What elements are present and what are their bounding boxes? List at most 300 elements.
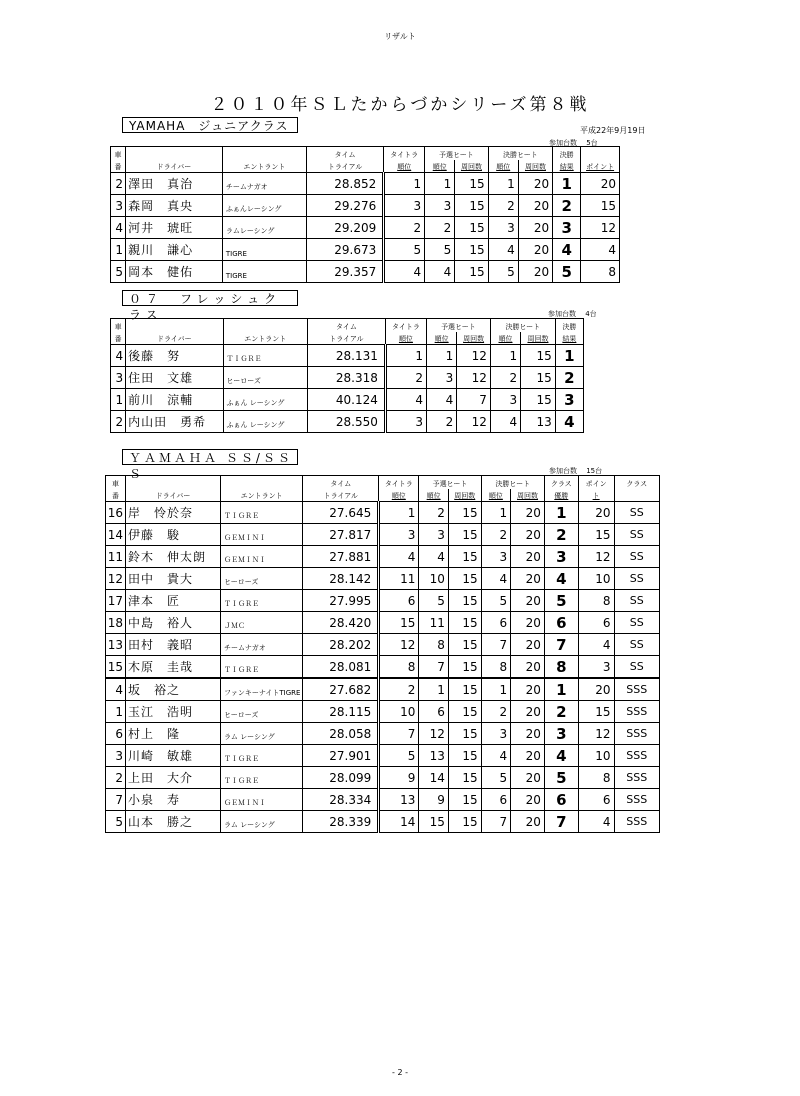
final-result: 4 <box>544 745 578 767</box>
driver-name: 坂 裕之 <box>126 678 221 701</box>
heat-position: 4 <box>427 389 457 411</box>
final-position: 4 <box>488 239 518 261</box>
final-result: 7 <box>544 811 578 833</box>
car-number: 2 <box>111 173 126 195</box>
heat-laps: 15 <box>455 261 488 283</box>
points: 15 <box>578 524 614 546</box>
time-trial-rank: 1 <box>379 502 419 524</box>
final-position: 6 <box>481 789 511 811</box>
heat-laps: 15 <box>448 701 481 723</box>
header-heat: 予選ヒート <box>425 147 488 161</box>
heat-position: 15 <box>419 811 449 833</box>
car-number: 3 <box>111 367 126 389</box>
final-result: 5 <box>544 590 578 612</box>
time-trial-rank: 1 <box>384 173 425 195</box>
heat-laps: 12 <box>457 411 491 433</box>
car-number: 14 <box>106 524 126 546</box>
time-trial-rank: 2 <box>379 678 419 701</box>
car-number: 13 <box>106 634 126 656</box>
final-result: 2 <box>544 524 578 546</box>
points: 12 <box>578 546 614 568</box>
time-trial: 28.318 <box>307 367 385 389</box>
heat-position: 3 <box>425 195 455 217</box>
final-laps: 20 <box>511 678 545 701</box>
final-laps: 15 <box>521 389 556 411</box>
final-laps: 20 <box>518 173 552 195</box>
final-result: 5 <box>544 767 578 789</box>
heat-position: 1 <box>419 678 449 701</box>
heat-position: 5 <box>419 590 449 612</box>
final-position: 7 <box>481 634 511 656</box>
ss-results-table: 車 タイム タイトラ 予選ヒート 決勝ヒート クラス ポイン クラス 番 ドライバー エントラント トライアル 順位 順位 周回数 順位 周回数 優勝 ト 16 岸 怜於奈 ＴＩＧＲＥ 27.645 1 2 15 1 20 1 20 SS 14 伊藤 駿 ＧＥＭＩＮＩ 27.817 3 3 15 2 20 2 15 SS 11 鈴木 伸太朗 ＧＥＭＩＮＩ 27.881 4 4 15 3 20 3 12 SS 12 田中 貴大 ヒーローズ 28.142 11 10 15 4 20 4 10 SS 17 津本 匠 ＴＩＧＲＥ 27.995 6 5 15 5 20 5 8 SS 18 中島 裕人 ＪＭＣ 28.420 15 11 15 6 20 6 6 SS 13 田村 義昭 チームナガオ 28.202 12 8 15 7 20 7 4 SS 15 木原 圭哉 ＴＩＧＲＥ 28.081 8 7 15 8 20 8 3 SS 4 坂 裕之 ファンキーナイトTIGRE 27.682 2 1 15 1 20 1 20 SSS 1 玉江 浩明 ヒーローズ 28.115 10 6 15 2 20 2 15 SSS 6 村上 隆 ラム レーシング 28.058 7 12 15 3 20 3 12 SSS 3 川崎 敏雄 ＴＩＧＲＥ 27.901 5 13 15 4 20 4 10 SSS 2 上田 大介 ＴＩＧＲＥ 28.099 9 14 15 5 20 5 8 SSS 7 小泉 寿 ＧＥＭＩＮＩ 28.334 13 9 15 6 20 6 6 SSS 5 山本 勝之 ラム レーシング 28.339 14 15 15 7 20 7 4 SSS <box>105 475 660 833</box>
time-trial: 28.131 <box>307 345 385 367</box>
time-trial-rank: 1 <box>385 345 426 367</box>
table-row <box>111 261 620 283</box>
time-trial-rank: 13 <box>379 789 419 811</box>
time-trial-rank: 2 <box>384 217 425 239</box>
final-result: 3 <box>544 546 578 568</box>
points: 10 <box>578 568 614 590</box>
time-trial: 28.550 <box>307 411 385 433</box>
header-entrant: エントラント <box>222 160 306 173</box>
table-row <box>111 367 584 389</box>
heat-laps: 15 <box>448 656 481 679</box>
time-trial: 40.124 <box>307 389 385 411</box>
time-trial-rank: 4 <box>385 389 426 411</box>
heat-laps: 15 <box>448 723 481 745</box>
time-trial-rank: 8 <box>379 656 419 679</box>
car-number: 2 <box>106 767 126 789</box>
time-trial: 27.645 <box>303 502 379 524</box>
header-final: 決勝ヒート <box>488 147 553 161</box>
heat-laps: 15 <box>455 239 488 261</box>
class-name: SSS <box>614 701 659 723</box>
time-trial: 29.673 <box>306 239 383 261</box>
final-result: 1 <box>553 173 581 195</box>
final-position: 4 <box>481 568 511 590</box>
heat-laps: 15 <box>448 634 481 656</box>
car-number: 3 <box>111 195 126 217</box>
time-trial-rank: 4 <box>384 261 425 283</box>
class-name: SS <box>614 634 659 656</box>
heat-position: 6 <box>419 701 449 723</box>
table-row <box>106 524 660 546</box>
points: 10 <box>578 745 614 767</box>
points: 8 <box>578 590 614 612</box>
final-position: 1 <box>481 502 511 524</box>
heat-laps: 15 <box>448 612 481 634</box>
points: 12 <box>581 217 620 239</box>
class-name: SSS <box>614 789 659 811</box>
heat-laps: 15 <box>448 502 481 524</box>
junior-class-title: YAMAHA ジュニアクラス <box>122 117 298 133</box>
final-result: 7 <box>544 634 578 656</box>
points: 15 <box>578 701 614 723</box>
page-title: ２０１０年ＳＬたからづかシリーズ第８戦 <box>210 95 590 115</box>
entrant-name: ヒーローズ <box>221 568 303 590</box>
car-number: 1 <box>111 239 126 261</box>
time-trial-rank: 3 <box>385 411 426 433</box>
table-row <box>106 678 660 701</box>
table-row <box>106 811 660 833</box>
final-result: 4 <box>555 411 583 433</box>
time-trial-rank: 6 <box>379 590 419 612</box>
heat-laps: 15 <box>448 590 481 612</box>
time-trial: 28.339 <box>303 811 379 833</box>
table-row <box>106 701 660 723</box>
car-number: 2 <box>111 411 126 433</box>
final-position: 3 <box>481 546 511 568</box>
heat-position: 7 <box>419 656 449 679</box>
heat-position: 1 <box>425 173 455 195</box>
entrant-name: ＴＩＧＲＥ <box>221 745 303 767</box>
car-number: 1 <box>111 389 126 411</box>
table-row <box>106 745 660 767</box>
class-name: SS <box>614 502 659 524</box>
heat-laps: 15 <box>455 217 488 239</box>
time-trial: 29.209 <box>306 217 383 239</box>
final-position: 1 <box>481 678 511 701</box>
driver-name: 中島 裕人 <box>126 612 221 634</box>
final-laps: 20 <box>518 217 552 239</box>
heat-laps: 15 <box>448 568 481 590</box>
entrant-name: ヒーローズ <box>223 367 307 389</box>
time-trial: 28.420 <box>303 612 379 634</box>
time-trial: 27.881 <box>303 546 379 568</box>
points: 4 <box>581 239 620 261</box>
car-number: 3 <box>106 745 126 767</box>
time-trial-rank: 14 <box>379 811 419 833</box>
car-number: 11 <box>106 546 126 568</box>
final-laps: 20 <box>511 502 545 524</box>
driver-name: 住田 文雄 <box>126 367 223 389</box>
entrant-name: チームナガオ <box>221 634 303 656</box>
final-laps: 15 <box>521 367 556 389</box>
time-trial-rank: 3 <box>384 195 425 217</box>
time-trial: 29.357 <box>306 261 383 283</box>
points: 15 <box>581 195 620 217</box>
points: 6 <box>578 789 614 811</box>
time-trial-rank: 2 <box>385 367 426 389</box>
driver-name: 田村 義昭 <box>126 634 221 656</box>
entrant-name: ラム レーシング <box>221 811 303 833</box>
header-tt: タイトラ <box>384 147 425 161</box>
table-row <box>106 568 660 590</box>
heat-position: 3 <box>419 524 449 546</box>
driver-name: 上田 大介 <box>126 767 221 789</box>
class-name: SSS <box>614 678 659 701</box>
entrant-name: ＴＩＧＲＥ <box>221 590 303 612</box>
entrant-name: ＴＩＧＲＥ <box>221 656 303 679</box>
car-number: 1 <box>106 701 126 723</box>
driver-name: 森岡 真央 <box>126 195 223 217</box>
time-trial-rank: 5 <box>384 239 425 261</box>
page-header: リザルト <box>384 32 416 41</box>
time-trial: 28.142 <box>303 568 379 590</box>
header-points: ポイント <box>581 160 620 173</box>
heat-position: 5 <box>425 239 455 261</box>
heat-position: 2 <box>425 217 455 239</box>
heat-laps: 15 <box>448 524 481 546</box>
time-trial-rank: 15 <box>379 612 419 634</box>
final-position: 8 <box>481 656 511 679</box>
heat-position: 1 <box>427 345 457 367</box>
driver-name: 澤田 真治 <box>126 173 223 195</box>
fresh-class-title: ０７ フレッシュクラス <box>122 290 298 306</box>
driver-name: 鈴木 伸太朗 <box>126 546 221 568</box>
driver-name: 後藤 努 <box>126 345 223 367</box>
final-laps: 20 <box>511 767 545 789</box>
time-trial: 27.682 <box>303 678 379 701</box>
class-name: SSS <box>614 745 659 767</box>
heat-position: 3 <box>427 367 457 389</box>
class-name: SSS <box>614 767 659 789</box>
table-row <box>106 612 660 634</box>
points: 4 <box>578 811 614 833</box>
driver-name: 岸 怜於奈 <box>126 502 221 524</box>
driver-name: 親川 謙心 <box>126 239 223 261</box>
heat-position: 2 <box>419 502 449 524</box>
final-laps: 20 <box>518 261 552 283</box>
table-row <box>111 239 620 261</box>
heat-laps: 15 <box>448 678 481 701</box>
heat-position: 13 <box>419 745 449 767</box>
class-name: SS <box>614 656 659 679</box>
final-laps: 20 <box>511 789 545 811</box>
driver-name: 伊藤 駿 <box>126 524 221 546</box>
time-trial-rank: 10 <box>379 701 419 723</box>
final-laps: 15 <box>521 345 556 367</box>
car-number: 15 <box>106 656 126 679</box>
time-trial-rank: 5 <box>379 745 419 767</box>
car-number: 4 <box>106 678 126 701</box>
entrant-name: ふぁん レーシング <box>223 411 307 433</box>
final-laps: 20 <box>518 195 552 217</box>
entrant-name: ＴＩＧＲＥ <box>221 767 303 789</box>
heat-laps: 15 <box>455 195 488 217</box>
fresh-results-table: 車 タイム タイトラ 予選ヒート 決勝ヒート 決勝 番 ドライバー エントラント トライアル 順位 順位 周回数 順位 周回数 結果 4 後藤 努 ＴＩＧＲＥ 28.131 1 1 12 1 15 1 3 住田 文雄 ヒーローズ 28.318 2 3 12 2 15 2 1 前川 涼輔 ふぁん レーシング 40.124 4 4 7 3 15 3 2 内山田 勇希 ふぁん レーシング 28.550 3 2 12 4 13 4 <box>110 318 584 433</box>
car-number: 5 <box>111 261 126 283</box>
final-position: 5 <box>488 261 518 283</box>
entrant-name: チームナガオ <box>222 173 306 195</box>
final-position: 3 <box>490 389 520 411</box>
entrant-name: ＧＥＭＩＮＩ <box>221 546 303 568</box>
final-result: 3 <box>555 389 583 411</box>
entrant-name: ラムレーシング <box>222 217 306 239</box>
time-trial: 29.276 <box>306 195 383 217</box>
time-trial: 27.995 <box>303 590 379 612</box>
driver-name: 津本 匠 <box>126 590 221 612</box>
heat-position: 11 <box>419 612 449 634</box>
table-row <box>106 723 660 745</box>
ss-entry-count: 参加台数 15台 <box>549 467 603 475</box>
time-trial: 28.115 <box>303 701 379 723</box>
table-row <box>106 502 660 524</box>
final-position: 7 <box>481 811 511 833</box>
class-name: SSS <box>614 811 659 833</box>
time-trial-rank: 9 <box>379 767 419 789</box>
entrant-name: ＴＩＧＲＥ <box>223 345 307 367</box>
heat-laps: 15 <box>448 546 481 568</box>
final-result: 3 <box>544 723 578 745</box>
time-trial: 28.852 <box>306 173 383 195</box>
driver-name: 内山田 勇希 <box>126 411 223 433</box>
final-position: 2 <box>481 701 511 723</box>
table-row <box>111 217 620 239</box>
entrant-name: ファンキーナイトTIGRE <box>221 678 303 701</box>
heat-laps: 15 <box>448 811 481 833</box>
table-row <box>111 345 584 367</box>
class-name: SS <box>614 546 659 568</box>
time-trial: 27.901 <box>303 745 379 767</box>
final-laps: 20 <box>511 723 545 745</box>
header-result: 決勝 <box>553 147 581 161</box>
final-laps: 20 <box>511 590 545 612</box>
junior-results-table: 車 タイム タイトラ 予選ヒート 決勝ヒート 決勝 番 ドライバー エントラント トライアル 順位 順位 周回数 順位 周回数 結果 ポイント 2 澤田 真治 チームナガオ 28.852 1 1 15 1 20 1 20 3 森岡 真央 ふぁんレーシング 29.276 3 3 15 2 20 2 15 4 河井 琥旺 ラムレーシング 29.209 2 2 15 3 20 3 12 1 親川 謙心 TIGRE 29.673 5 5 15 4 20 4 4 5 岡本 健佑 TIGRE 29.357 4 4 15 5 20 5 8 <box>110 146 620 283</box>
class-name: SS <box>614 590 659 612</box>
time-trial-rank: 7 <box>379 723 419 745</box>
final-position: 3 <box>488 217 518 239</box>
points: 12 <box>578 723 614 745</box>
entrant-name: ふぁん レーシング <box>223 389 307 411</box>
heat-laps: 15 <box>448 789 481 811</box>
time-trial: 28.202 <box>303 634 379 656</box>
points: 6 <box>578 612 614 634</box>
class-name: SS <box>614 524 659 546</box>
heat-laps: 7 <box>457 389 491 411</box>
points: 20 <box>581 173 620 195</box>
final-position: 3 <box>481 723 511 745</box>
time-trial: 28.081 <box>303 656 379 679</box>
heat-position: 10 <box>419 568 449 590</box>
time-trial: 28.334 <box>303 789 379 811</box>
driver-name: 岡本 健佑 <box>126 261 223 283</box>
points: 8 <box>581 261 620 283</box>
final-position: 6 <box>481 612 511 634</box>
driver-name: 玉江 浩明 <box>126 701 221 723</box>
final-result: 3 <box>553 217 581 239</box>
entrant-name: ふぁんレーシング <box>222 195 306 217</box>
final-laps: 20 <box>511 546 545 568</box>
final-position: 2 <box>490 367 520 389</box>
points: 20 <box>578 678 614 701</box>
heat-laps: 15 <box>448 745 481 767</box>
time-trial-rank: 12 <box>379 634 419 656</box>
final-position: 5 <box>481 767 511 789</box>
header-time: タイム <box>306 147 383 161</box>
final-position: 4 <box>481 745 511 767</box>
final-result: 1 <box>555 345 583 367</box>
final-result: 1 <box>544 678 578 701</box>
heat-position: 4 <box>419 546 449 568</box>
final-laps: 20 <box>511 701 545 723</box>
table-row <box>111 411 584 433</box>
table-row <box>106 546 660 568</box>
final-position: 2 <box>488 195 518 217</box>
entrant-name: TIGRE <box>222 239 306 261</box>
time-trial-rank: 11 <box>379 568 419 590</box>
final-laps: 20 <box>518 239 552 261</box>
final-result: 4 <box>544 568 578 590</box>
heat-laps: 12 <box>457 345 491 367</box>
page-footer: - 2 - <box>392 1068 408 1077</box>
final-laps: 20 <box>511 568 545 590</box>
table-row <box>111 389 584 411</box>
table-row <box>111 173 620 195</box>
final-position: 4 <box>490 411 520 433</box>
heat-position: 14 <box>419 767 449 789</box>
entrant-name: ＴＩＧＲＥ <box>221 502 303 524</box>
final-result: 1 <box>544 502 578 524</box>
driver-name: 川崎 敏雄 <box>126 745 221 767</box>
table-row <box>106 656 660 679</box>
final-result: 5 <box>553 261 581 283</box>
table-row <box>111 195 620 217</box>
heat-position: 12 <box>419 723 449 745</box>
final-result: 6 <box>544 789 578 811</box>
class-name: SS <box>614 612 659 634</box>
car-number: 4 <box>111 217 126 239</box>
driver-name: 木原 圭哉 <box>126 656 221 679</box>
table-row <box>106 767 660 789</box>
driver-name: 小泉 寿 <box>126 789 221 811</box>
car-number: 16 <box>106 502 126 524</box>
table-row <box>106 590 660 612</box>
heat-position: 8 <box>419 634 449 656</box>
class-name: SS <box>614 568 659 590</box>
final-result: 2 <box>553 195 581 217</box>
points: 3 <box>578 656 614 679</box>
time-trial: 28.058 <box>303 723 379 745</box>
points: 4 <box>578 634 614 656</box>
final-laps: 20 <box>511 656 545 679</box>
heat-position: 9 <box>419 789 449 811</box>
final-position: 5 <box>481 590 511 612</box>
final-position: 1 <box>490 345 520 367</box>
time-trial: 27.817 <box>303 524 379 546</box>
car-number: 18 <box>106 612 126 634</box>
final-laps: 20 <box>511 612 545 634</box>
heat-position: 4 <box>425 261 455 283</box>
driver-name: 前川 涼輔 <box>126 389 223 411</box>
entrant-name: TIGRE <box>222 261 306 283</box>
final-laps: 20 <box>511 745 545 767</box>
header-car-no: 車 <box>111 147 126 161</box>
final-laps: 13 <box>521 411 556 433</box>
car-number: 5 <box>106 811 126 833</box>
points: 20 <box>578 502 614 524</box>
time-trial-rank: 3 <box>379 524 419 546</box>
final-laps: 20 <box>511 811 545 833</box>
entrant-name: ＧＥＭＩＮＩ <box>221 789 303 811</box>
car-number: 6 <box>106 723 126 745</box>
entrant-name: ＪＭＣ <box>221 612 303 634</box>
final-position: 2 <box>481 524 511 546</box>
final-laps: 20 <box>511 634 545 656</box>
junior-entry-count: 参加台数 5台 <box>549 139 598 147</box>
time-trial-rank: 4 <box>379 546 419 568</box>
heat-laps: 15 <box>448 767 481 789</box>
car-number: 12 <box>106 568 126 590</box>
final-result: 6 <box>544 612 578 634</box>
final-result: 4 <box>553 239 581 261</box>
entrant-name: ラム レーシング <box>221 723 303 745</box>
header-driver: ドライバー <box>126 160 223 173</box>
final-result: 8 <box>544 656 578 679</box>
header-class: クラス <box>614 476 659 490</box>
driver-name: 河井 琥旺 <box>126 217 223 239</box>
table-row <box>106 789 660 811</box>
